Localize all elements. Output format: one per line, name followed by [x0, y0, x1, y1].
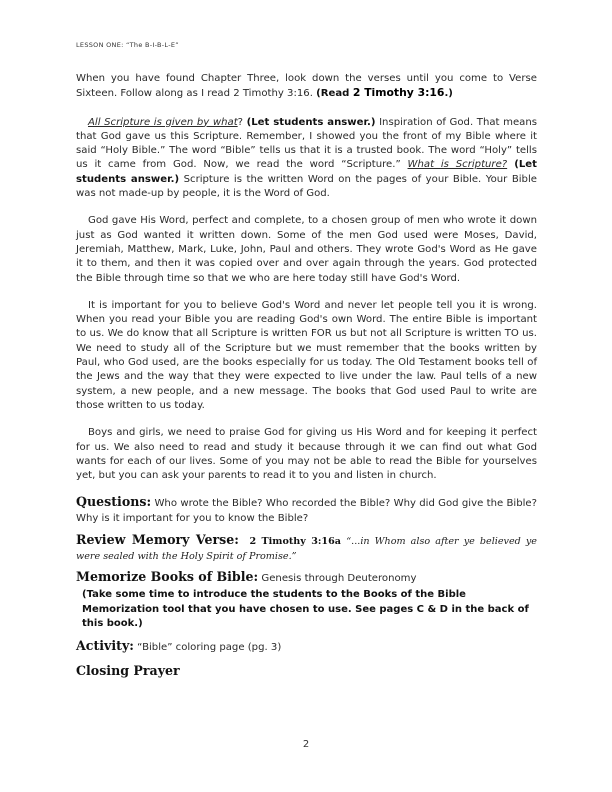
read-instruction-close: .) [444, 88, 453, 100]
memorize-books-section [76, 570, 537, 586]
questions-label: Questions: [76, 494, 152, 510]
explanation-text-2: Scripture is the written Word on the pages of your Bible. Your Bible was not made-up by people, it is the Word of God. [76, 173, 537, 200]
praise-paragraph: Boys and girls, we need to praise God for giving us His Word and for keeping it perfect for us. We also need to read and study it because through it we can find out what God wants for each of our lives. Some of you may not be able to read the Bible for yourselves yet, but you can ask your parents to read it to you and listen in church. [76, 427, 537, 482]
intro-paragraph [76, 72, 537, 102]
memorize-text: Genesis through Deuteronomy [258, 573, 417, 585]
review-memory-verse-section [76, 532, 537, 564]
explanation-text-1: Inspiration of God. That means that God gave us this Scripture. Remember, I showed you the front of my Bible where it said “Holy Bible.” The word “Bible” tells us that it is a trusted book. The word “Holy” tells us it came from God. Now, we read the word “Scripture.” [76, 116, 537, 171]
read-instruction-open: (Read [316, 88, 353, 100]
activity-text: “Bible” coloring page (pg. 3) [133, 642, 282, 654]
teacher-instruction-2: (Let students answer.) [76, 159, 537, 185]
believe-paragraph: It is important for you to believe God's Word and never let people tell you it is wrong. When you read your Bible you are reading God's own Word. The entire Bible is important to us. We do know that all Scripture is written FOR us but not all Scripture is written TO us. We need to study all of the Scripture but we must remember that the books written by Paul, who God used, are the books especially for us today. The Old Testament books tell of the Jews and the way that they were expected to live under the law. Paul tells of a new system, a new people, and a new message. The books that God used Paul to write are those written to us today. [76, 299, 537, 411]
scripture-explanation-paragraph [76, 116, 537, 202]
memory-verse-text: “...in Whom also after ye believed ye were sealed with the Holy Spirit of Promise.” [76, 536, 537, 563]
questions-section [76, 495, 537, 526]
teacher-question-1: All Scripture is given by what [88, 116, 238, 128]
questions-text: Who wrote the Bible? Who recorded the Bible? Why did God give the Bible? Why is it important for you to know the Bible? [76, 498, 537, 524]
memorize-label: Memorize Books of Bible: [76, 569, 259, 585]
closing-prayer-label: Closing Prayer [76, 662, 180, 678]
authors-paragraph: God gave His Word, perfect and complete, to a chosen group of men who wrote it down just as God wanted it written down. Some of the men God used were Moses, David, Jeremiah, Matthew, Mark, Luke, John, Paul and others. They wrote God's Word as He gave it to them, and then it was copied over and over again through the years. God protected the Bible through time so that we who are here today still have God's Word. [76, 215, 537, 284]
page-number: 2 [302, 739, 310, 750]
teacher-instruction-1: (Let students answer.) [246, 116, 376, 128]
question-mark: ? [237, 116, 247, 128]
lesson-body [76, 72, 537, 686]
activity-label: Activity: [76, 638, 134, 654]
memorization-note: (Take some time to introduce the students to the Books of the Bible Memorization tool that you have chosen to use. See pages C & D in the back of this book.) [82, 589, 529, 629]
intro-text: When you have found Chapter Three, look down the verses until you come to Verse Sixteen. Follow along as I read 2 Timothy 3:16. [76, 73, 537, 100]
teacher-question-2: What is Scripture? [407, 159, 508, 171]
closing-prayer-section [76, 664, 537, 680]
running-header: LESSON ONE: “The B-I-B-L-E” [76, 41, 179, 49]
review-label: Review Memory Verse: [76, 532, 239, 548]
scripture-reference: 2 Timothy 3:16 [352, 86, 445, 100]
activity-section [76, 639, 537, 655]
memory-verse-reference: 2 Timothy 3:16a [249, 536, 341, 548]
